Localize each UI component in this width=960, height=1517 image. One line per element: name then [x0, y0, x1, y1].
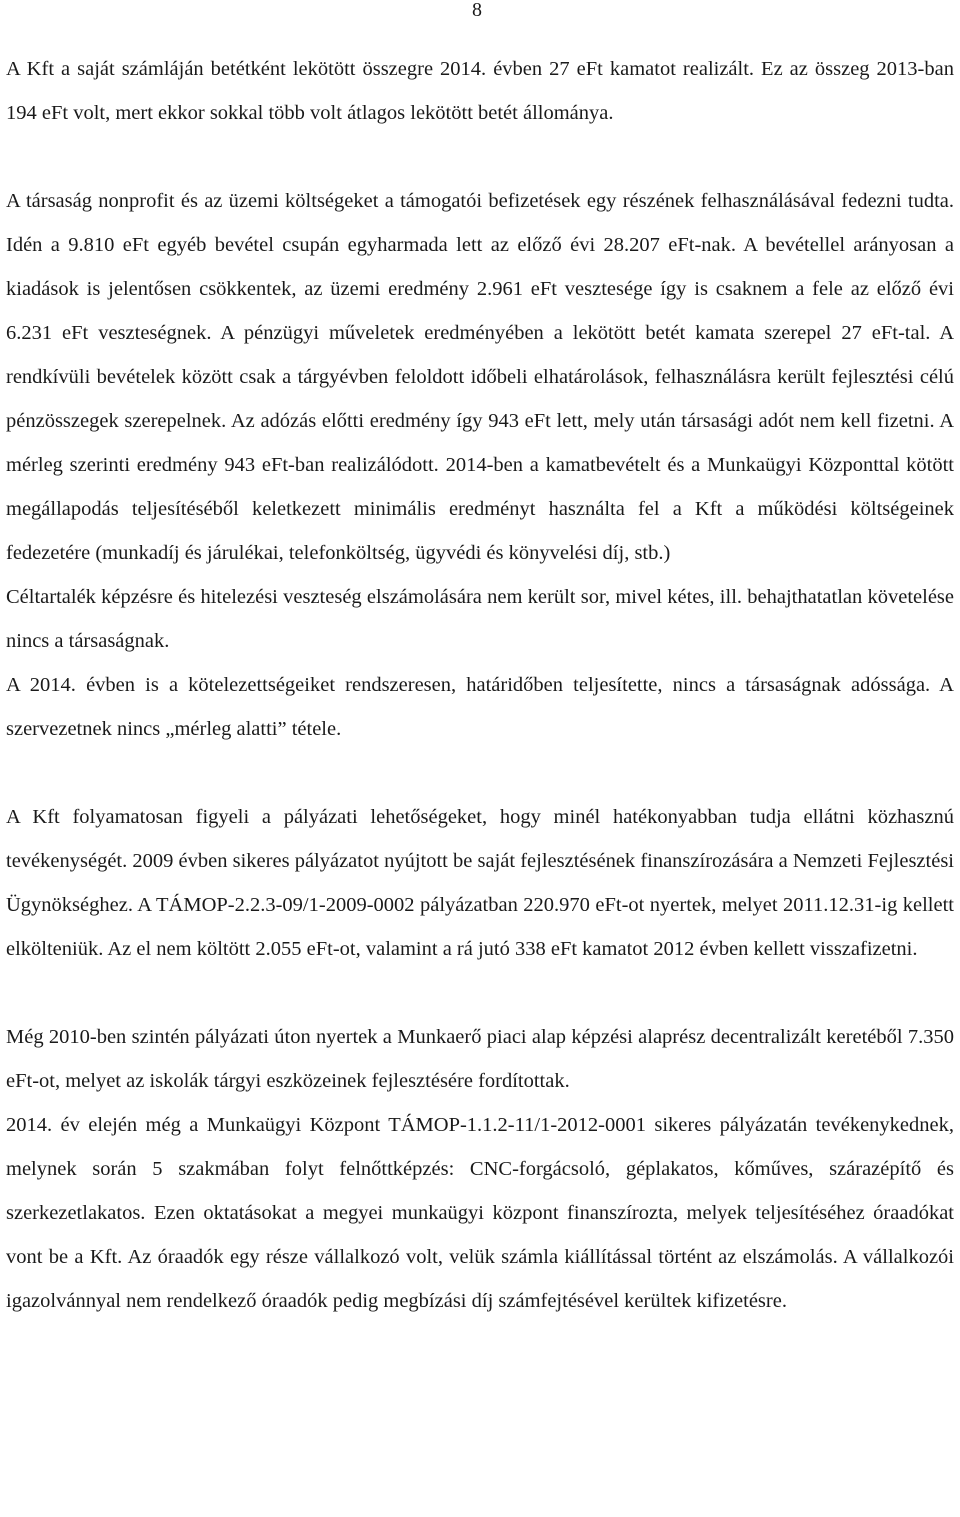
paragraph-obligations: A 2014. évben is a kötelezettségeiket rendszeresen, határidőben teljesítette, nincs a társaságnak adóssága. A szervezetnek nincs „mérleg alatti” tétele.: [6, 674, 954, 740]
paragraph-financial-results: A társaság nonprofit és az üzemi költségeket a támogatói befizetések egy részének felhasználásával fedezni tudta. Idén a 9.810 eFt egyéb bevétel csupán egyharmada lett az előző évi 28.207 eFt-nak. A bevétellel arányosan a kiadások is jelentősen csökkentek, az üzemi eredmény 2.961 eFt vesztesége így is csaknem a fele az előző évi 6.231 eFt veszteségnek. A pénzügyi műveletek eredményében a lekötött betét kamata szerepel 27 eFt-tal. A rendkívüli bevételek között csak a tárgyévben feloldott időbeli elhatárolások, felhasználásra került fejlesztési célú pénzösszegek szerepelnek. Az adózás előtti eredmény így 943 eFt lett, mely után társasági adót nem kell fizetni. A mérleg szerinti eredmény 943 eFt-ban realizálódott. 2014-ben a kamatbevételt és a Munkaügyi Központtal kötött megállapodás teljesítéséből keletkezett minimális eredményt használta fel a Kft a működési költségeinek fedezetére (munkadíj és járulékai, telefonköltség, ügyvédi és könyvelési díj, stb.): [6, 190, 954, 564]
document-body: [6, 47, 954, 1323]
paragraph-tender-2010: Még 2010-ben szintén pályázati úton nyertek a Munkaerő piaci alap képzési alaprész decentralizált keretéből 7.350 eFt-ot, melyet az iskolák tárgyi eszközeinek fejlesztésére fordítottak.: [6, 1026, 954, 1092]
paragraph-training-2014: 2014. év elején még a Munkaügyi Központ TÁMOP-1.1.2-11/1-2012-0001 sikeres pályázatán tevékenykednek, melynek során 5 szakmában folyt felnőttképzés: CNC-forgácsoló, géplakatos, kőműves, szárazépítő és szerkezetlakatos. Ezen oktatásokat a megyei munkaügyi központ finanszírozta, melyek teljesítéséhez óraadókat vont be a Kft. Az óraadók egy része vállalkozó volt, velük számla kiállítással történt az elszámolás. A vállalkozói igazolvánnyal nem rendelkező óraadók pedig megbízási díj számfejtésével kerültek kifizetésre.: [6, 1114, 954, 1312]
paragraph-tender-2009: A Kft folyamatosan figyeli a pályázati lehetőségeket, hogy minél hatékonyabban tudja ellátni közhasznú tevékenységét. 2009 évben sikeres pályázatot nyújtott be saját fejlesztésének finanszírozására a Nemzeti Fejlesztési Ügynökséghez. A TÁMOP-2.2.3-09/1-2009-0002 pályázatban 220.970 eFt-ot nyertek, melyet 2011.12.31-ig kellett elkölteniük. Az el nem költött 2.055 eFt-ot, valamint a rá jutó 338 eFt kamatot 2012 évben kellett visszafizetni.: [6, 806, 954, 960]
paragraph-provisions: Céltartalék képzésre és hitelezési veszteség elszámolására nem került sor, mivel kétes, ill. behajthatatlan követelése nincs a társaságnak.: [6, 586, 954, 652]
paragraph-interest-income: A Kft a saját számláján betétként lekötött összegre 2014. évben 27 eFt kamatot realizált. Ez az összeg 2013-ban 194 eFt volt, mert ekkor sokkal több volt átlagos lekötött betét állománya.: [6, 58, 954, 124]
page-number: 8: [472, 0, 482, 21]
